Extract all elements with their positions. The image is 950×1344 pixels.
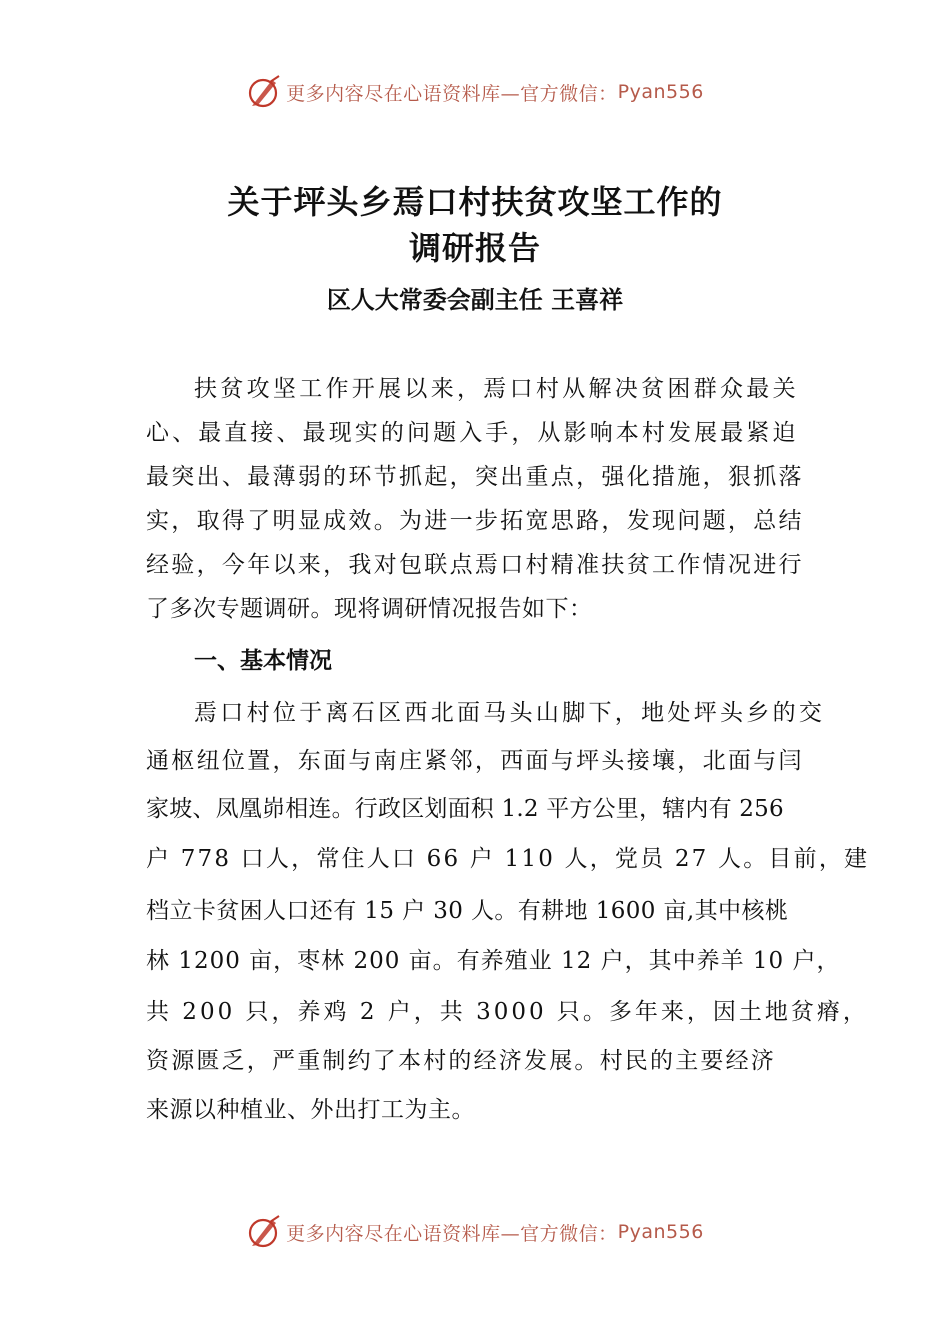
watermark-banner-top <box>0 72 950 112</box>
intro-line: 最突出、最薄弱的环节抓起，突出重点，强化措施，狠抓落 <box>146 464 804 490</box>
intro-line: 经验，今年以来，我对包联点焉口村精准扶贫工作情况进行 <box>146 552 804 578</box>
document-title-line-1: 关于坪头乡焉口村扶贫攻坚工作的 <box>227 183 723 221</box>
quill-pen-logo-icon <box>246 74 282 110</box>
watermark-text: 更多内容尽在心语资料库—官方微信： <box>286 82 618 105</box>
section-line: 来源以种植业、外出打工为主。 <box>146 1097 475 1123</box>
watermark-wechat-id: Pyan556 <box>617 81 704 103</box>
section-line: 资源匮乏，严重制约了本村的经济发展。村民的主要经济 <box>146 1048 776 1074</box>
watermark-text: 更多内容尽在心语资料库—官方微信： <box>286 1222 618 1245</box>
intro-line: 了多次专题调研。现将调研情况报告如下： <box>146 596 593 622</box>
section-line: 户 778 口人，常住人口 66 户 110 人，党员 27 人。目前，建 <box>146 846 870 872</box>
section-line: 档立卡贫困人口还有 15 户 30 人。有耕地 1600 亩,其中核桃 <box>146 898 789 924</box>
watermark-banner-bottom <box>0 1212 950 1252</box>
watermark-wechat-id: Pyan556 <box>617 1221 704 1243</box>
document-title-line-2: 调研报告 <box>408 229 541 267</box>
document-author: 区人大常委会副主任 王喜祥 <box>326 286 624 314</box>
intro-line: 扶贫攻坚工作开展以来，焉口村从解决贫困群众最关 <box>194 376 799 402</box>
section-heading-basic-situation: 一、基本情况 <box>194 648 332 674</box>
intro-line: 心、最直接、最现实的问题入手，从影响本村发展最紧迫 <box>146 420 799 446</box>
section-line: 家坡、凤凰峁相连。行政区划面积 1.2 平方公里，辖内有 256 <box>146 796 784 822</box>
section-line: 林 1200 亩，枣林 200 亩。有养殖业 12 户，其中养羊 10 户， <box>146 948 841 974</box>
section-line: 共 200 只，养鸡 2 户，共 3000 只。多年来，因土地贫瘠， <box>146 999 869 1025</box>
quill-pen-logo-icon <box>246 1214 282 1250</box>
intro-line: 实，取得了明显成效。为进一步拓宽思路，发现问题，总结 <box>146 508 804 534</box>
section-line: 焉口村位于离石区西北面马头山脚下，地处坪头乡的交 <box>194 700 826 726</box>
section-line: 通枢纽位置，东面与南庄紧邻，西面与坪头接壤，北面与闫 <box>146 748 804 774</box>
